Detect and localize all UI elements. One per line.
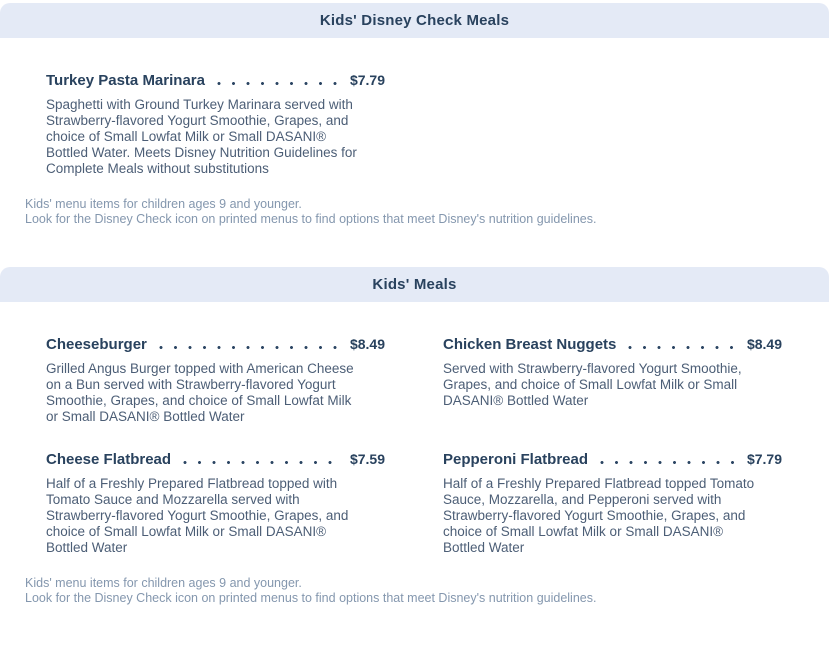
menu-item-description: Half of a Freshly Prepared Flatbread topped with Tomato Sauce and Mozzarella served with Strawberry-flavored Yogurt Smoothie, Grapes, and choice of Small Lowfat Milk or Small DASANI® Bottled Water: [46, 476, 349, 555]
menu-item-cheese-flatbread: [46, 451, 385, 556]
section-header: [0, 3, 829, 38]
menu-grid: [0, 38, 829, 177]
menu-item-description: Grilled Angus Burger topped with American Cheese on a Bun served with Strawberry-flavored Yogurt Smoothie, Grapes, and choice of Small Lowfat Milk or Small DASANI® Bottled Water: [46, 361, 354, 424]
menu-item-price: $8.49: [349, 336, 385, 352]
menu-item-pepperoni-flatbread: [443, 451, 782, 556]
menu-item-row: [443, 336, 782, 353]
menu-footnote-line: Look for the Disney Check icon on printed menus to find options that meet Disney's nutrition guidelines.: [25, 591, 597, 605]
menu-item-description: Half of a Freshly Prepared Flatbread topped Tomato Sauce, Mozzarella, and Pepperoni served with Strawberry-flavored Yogurt Smoothie, Grapes, and choice of Small Lowfat Milk or Small DASANI® Bottled Water: [443, 476, 755, 555]
dot-leader: [600, 461, 737, 464]
menu-footnote-line: Kids' menu items for children ages 9 and younger.: [25, 576, 302, 590]
dot-leader: [159, 346, 340, 349]
menu-grid: [0, 302, 829, 556]
dot-leader: [217, 82, 340, 85]
menu-item-name: Pepperoni Flatbread: [443, 451, 589, 468]
menu-footnote-line: Look for the Disney Check icon on printed menus to find options that meet Disney's nutrition guidelines.: [25, 212, 597, 226]
menu-item-row: [46, 336, 385, 353]
dot-leader: [628, 346, 737, 349]
menu-item-price: $7.59: [349, 451, 385, 467]
menu-item-row: [46, 451, 385, 468]
menu-item-price: $7.79: [349, 72, 385, 88]
section-title: Kids' Disney Check Meals: [319, 12, 510, 29]
menu-item-turkey-pasta-marinara: [46, 72, 385, 177]
section-footnotes: [0, 177, 829, 227]
section-title: Kids' Meals: [372, 276, 457, 293]
menu-item-price: $8.49: [746, 336, 782, 352]
menu-item-description: Spaghetti with Ground Turkey Marinara served with Strawberry-flavored Yogurt Smoothie, Grapes, and choice of Small Lowfat Milk or Small DASANI® Bottled Water. Meets Disney Nutrition Guidelines for Complete Meals without substitutions: [46, 97, 357, 176]
menu-item-row: [46, 72, 385, 89]
menu-item-name: Chicken Breast Nuggets: [443, 336, 617, 353]
section-header: [0, 267, 829, 302]
menu-item-name: Cheeseburger: [46, 336, 147, 353]
menu-section-kids-disney-check-meals: [0, 0, 829, 227]
section-footnotes: [0, 556, 829, 606]
menu-section-kids-meals: [0, 267, 829, 606]
menu-item-empty: [443, 72, 782, 177]
menu-item-name: Turkey Pasta Marinara: [46, 72, 205, 89]
menu-item-row: [443, 451, 782, 468]
menu-item-price: $7.79: [746, 451, 782, 467]
menu-item-description: Served with Strawberry-flavored Yogurt Smoothie, Grapes, and choice of Small Lowfat Milk or Small DASANI® Bottled Water: [443, 361, 742, 408]
menu-footnote-line: Kids' menu items for children ages 9 and younger.: [25, 197, 302, 211]
dot-leader: [183, 461, 340, 464]
menu-item-cheeseburger: [46, 336, 385, 425]
menu-item-chicken-breast-nuggets: [443, 336, 782, 425]
menu-item-name: Cheese Flatbread: [46, 451, 172, 468]
